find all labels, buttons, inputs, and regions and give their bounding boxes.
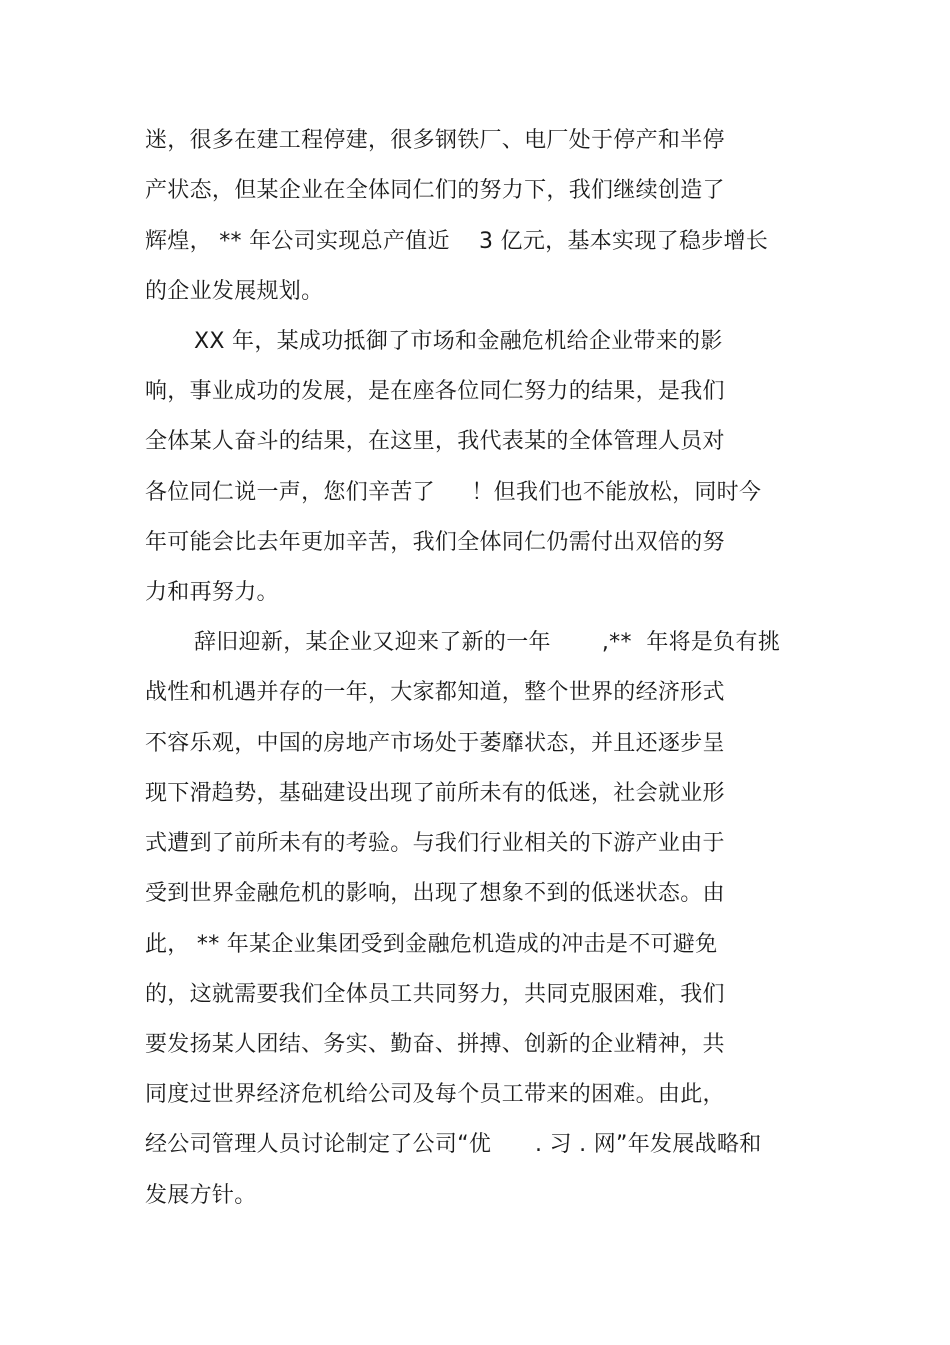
text-line: 不容乐观，中国的房地产市场处于萎靡状态，并且还逐步呈	[145, 731, 725, 756]
text-line: 的企业发展规划。	[145, 279, 324, 304]
text-line: 要发扬某人团结、务实、勤奋、拼搏、创新的企业精神，共	[145, 1032, 725, 1057]
text-line: 年可能会比去年更加辛苦，我们全体同仁仍需付出双倍的努	[145, 530, 725, 555]
text-line: 受到世界金融危机的影响，出现了想象不到的低迷状态。由	[145, 881, 725, 906]
text-line: 发展方针。	[145, 1183, 257, 1208]
text-line: 现下滑趋势，基础建设出现了前所未有的低迷，社会就业形	[145, 781, 725, 806]
text-line: 全体某人奋斗的结果，在这里，我代表某的全体管理人员对	[145, 429, 725, 454]
text-line: 战性和机遇并存的一年，大家都知道，整个世界的经济形式	[145, 680, 725, 705]
text-line: 产状态，但某企业在全体同仁们的努力下，我们继续创造了	[145, 178, 725, 203]
text-line: 辉煌， ** 年公司实现总产值近 3 亿元，基本实现了稳步增长	[145, 229, 769, 254]
text-line: 迷，很多在建工程停建，很多钢铁厂、电厂处于停产和半停	[145, 128, 725, 153]
text-line: 此， ** 年某企业集团受到金融危机造成的冲击是不可避免	[145, 932, 718, 957]
text-line: 力和再努力。	[145, 580, 279, 605]
text-line: 同度过世界经济危机给公司及每个员工带来的困难。由此，	[145, 1082, 725, 1107]
text-line: 各位同仁说一声，您们辛苦了 ！但我们也不能放松，同时今	[145, 480, 762, 505]
text-line: 式遭到了前所未有的考验。与我们行业相关的下游产业由于	[145, 831, 725, 856]
text-line: 辞旧迎新，某企业又迎来了新的一年 ,** 年将是负有挑	[194, 630, 781, 655]
text-line: 经公司管理人员讨论制定了公司“优 . 习 . 网”年发展战略和	[145, 1132, 762, 1157]
text-line: XX 年，某成功抵御了市场和金融危机给企业带来的影	[194, 329, 723, 354]
text-line: 响，事业成功的发展，是在座各位同仁努力的结果，是我们	[145, 379, 725, 404]
text-line: 的，这就需要我们全体员工共同努力，共同克服困难，我们	[145, 982, 725, 1007]
